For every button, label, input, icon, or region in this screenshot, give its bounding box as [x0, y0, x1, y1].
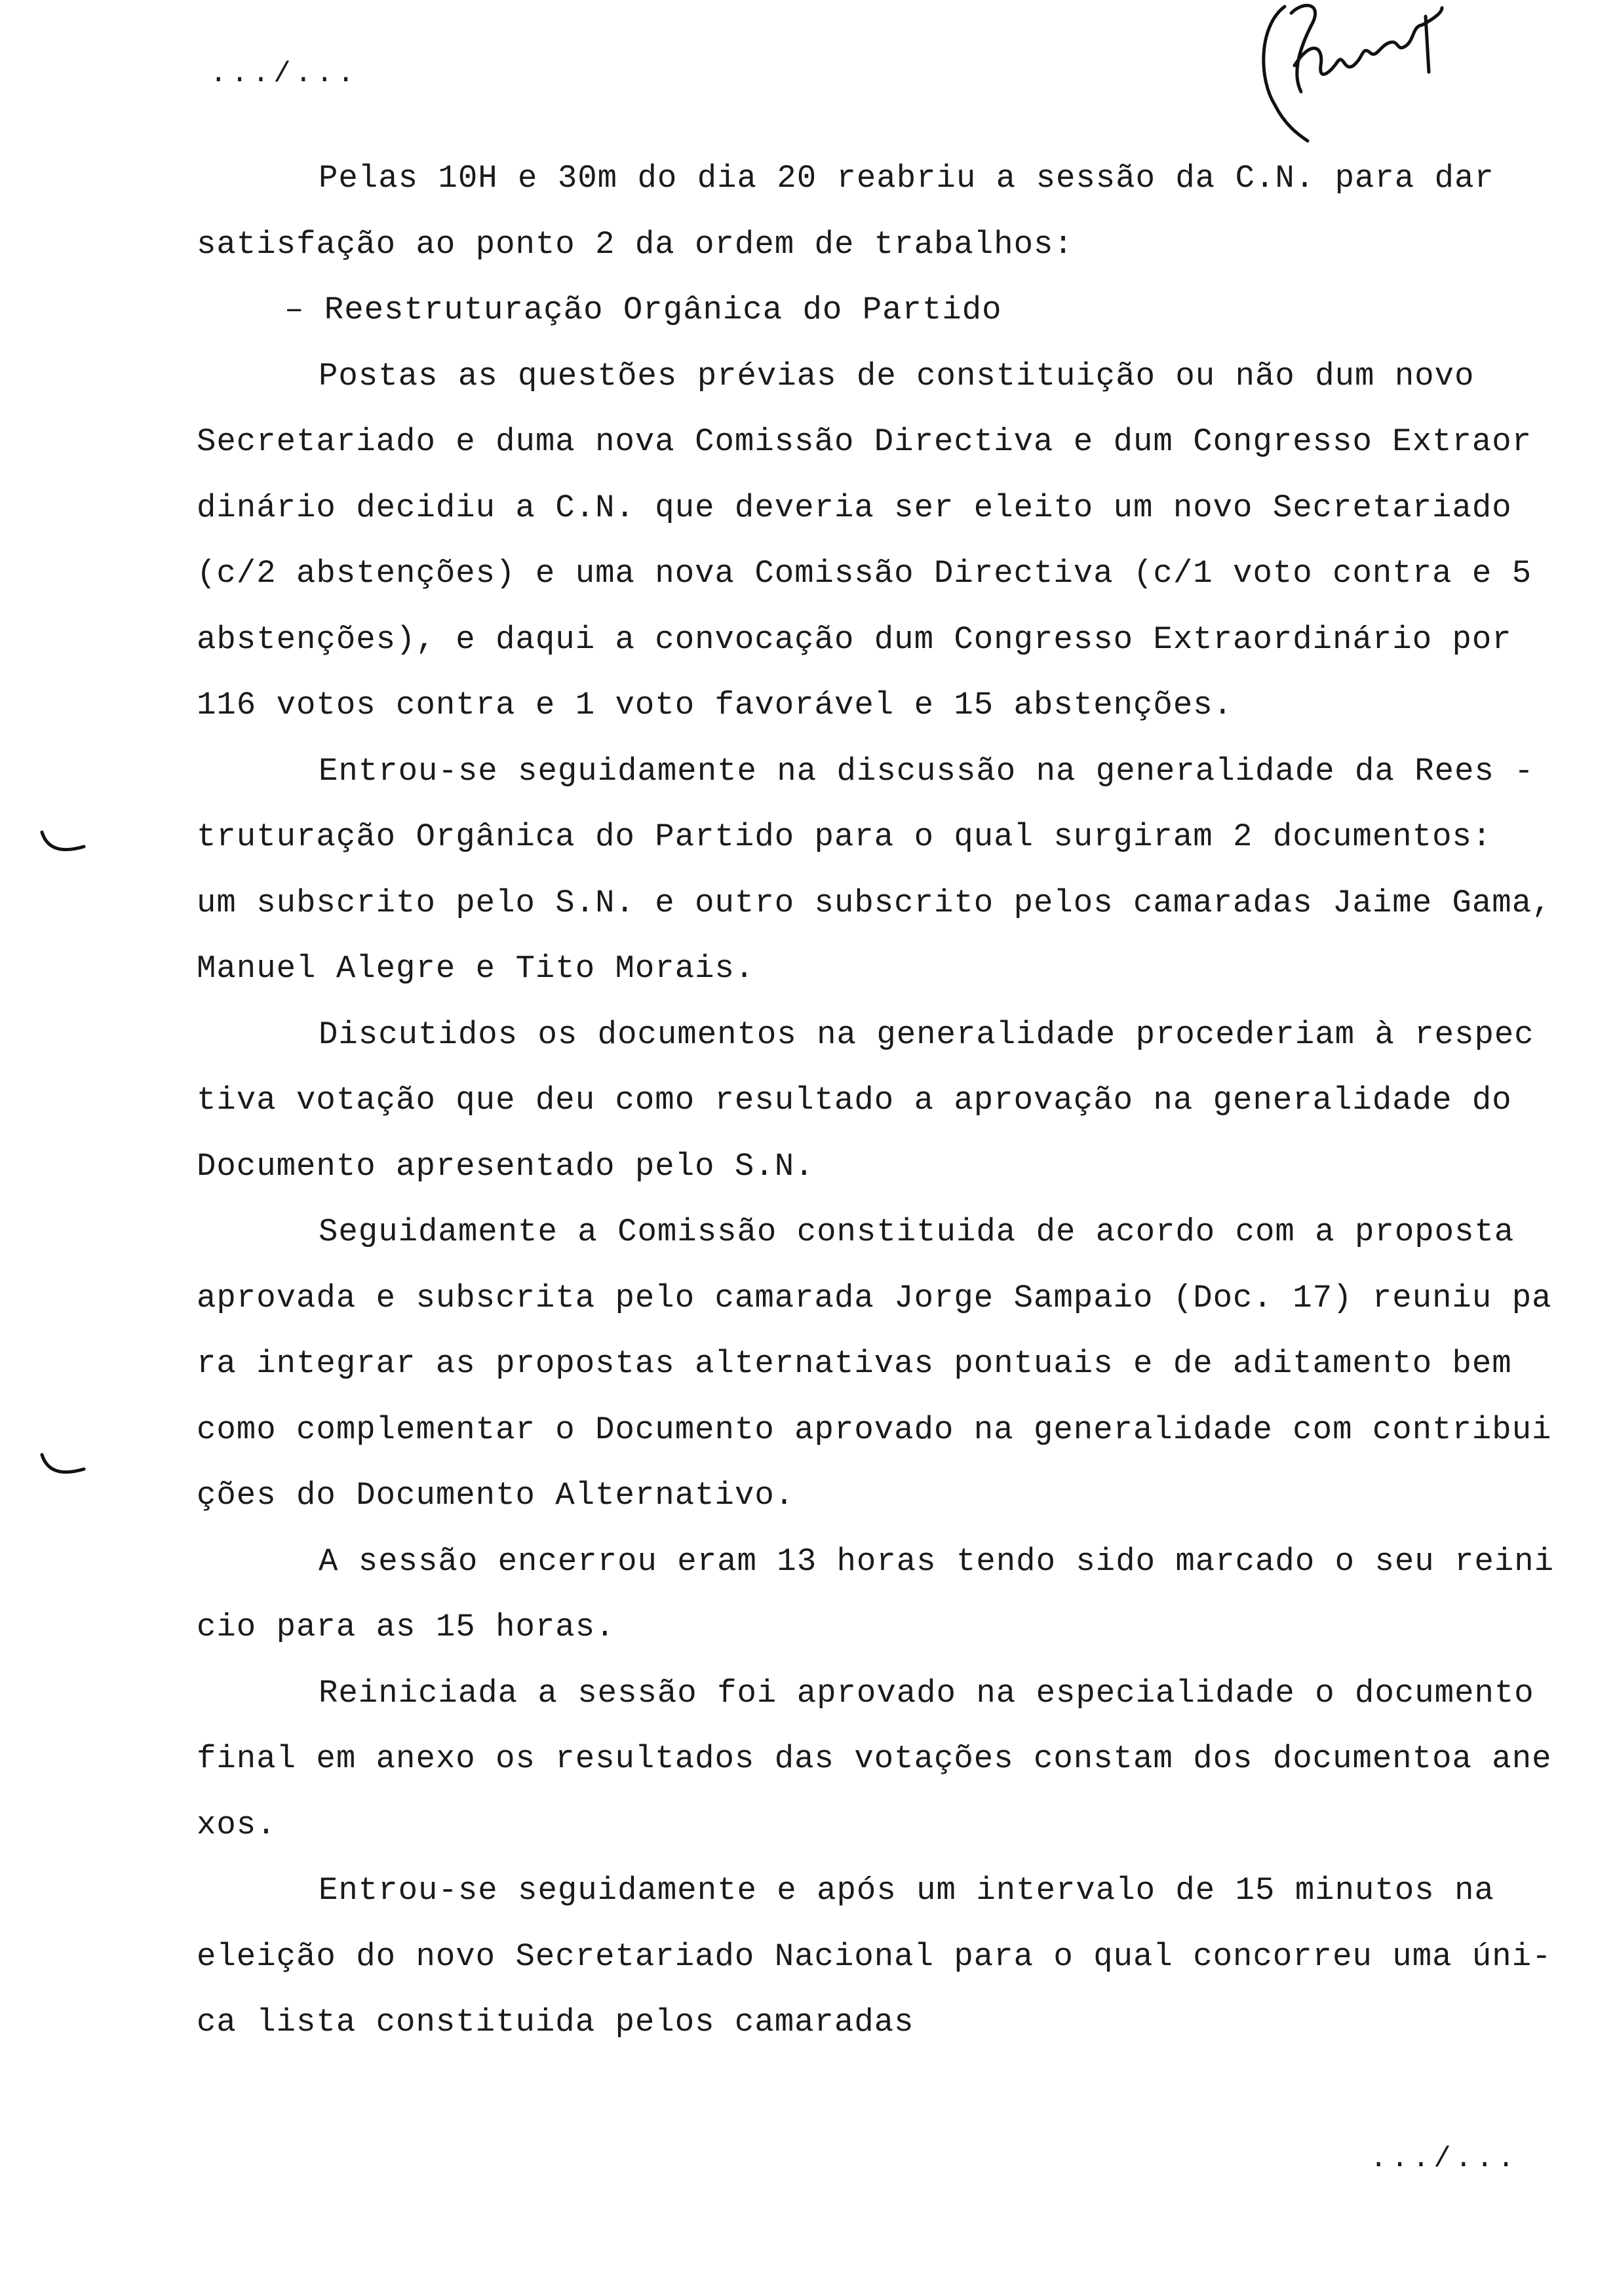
text-line: truturação Orgânica do Partido para o qual surgiram 2 documentos: — [197, 818, 1492, 855]
text-line: final em anexo os resultados das votações constam dos documentoa ane — [197, 1740, 1552, 1777]
margin-tick-mark — [38, 1449, 90, 1482]
text-line: Reiniciada a sessão foi aprovado na especialidade o documento — [319, 1674, 1534, 1712]
text-line: aprovada e subscrita pelo camarada Jorge Sampaio (Doc. 17) reuniu pa — [197, 1279, 1552, 1316]
continuation-mark-top: .../... — [210, 58, 359, 90]
text-line: satisfação ao ponto 2 da ordem de trabalhos: — [197, 225, 1074, 263]
text-line: Postas as questões prévias de constituição ou não dum novo — [319, 357, 1475, 394]
text-line: um subscrito pelo S.N. e outro subscrito pelos camaradas Jaime Gama, — [197, 884, 1552, 921]
text-line: Documento apresentado pelo S.N. — [197, 1147, 815, 1185]
text-line: Entrou-se seguidamente e após um intervalo de 15 minutos na — [319, 1872, 1494, 1909]
minutes-body — [197, 145, 1555, 2056]
continuation-mark-bottom: .../... — [1370, 2143, 1519, 2175]
text-line: ca lista constituida pelos camaradas — [197, 2004, 914, 2040]
text-line: eleição do novo Secretariado Nacional para o qual concorreu uma úni- — [197, 1938, 1552, 1975]
text-line: (c/2 abstenções) e uma nova Comissão Directiva (c/1 voto contra e 5 — [197, 555, 1532, 592]
handwritten-signature — [1245, 0, 1481, 151]
text-line: Discutidos os documentos na generalidade procederiam à respec — [319, 1016, 1534, 1053]
text-line: como complementar o Documento aprovado na generalidade com contribui — [197, 1411, 1552, 1448]
text-line: Seguidamente a Comissão constituida de acordo com a proposta — [319, 1214, 1515, 1250]
text-line: ra integrar as propostas alternativas pontuais e de aditamento bem — [197, 1345, 1512, 1382]
text-line: xos. — [197, 1806, 277, 1843]
text-line: Pelas 10H e 30m do dia 20 reabriu a sessão da C.N. para dar — [319, 160, 1494, 197]
text-line: Secretariado e duma nova Comissão Directiva e dum Congresso Extraor — [197, 423, 1532, 460]
text-line: Manuel Alegre e Tito Morais. — [197, 950, 755, 987]
text-line: Entrou-se seguidamente na discussão na generalidade da Rees - — [319, 752, 1534, 790]
text-line: – Reestruturação Orgânica do Partido — [284, 292, 1002, 328]
text-line: tiva votação que deu como resultado a aprovação na generalidade do — [197, 1082, 1512, 1119]
text-line: 116 votos contra e 1 voto favorável e 15 abstenções. — [197, 687, 1234, 723]
text-line: abstenções), e daqui a convocação dum Congresso Extraordinário por — [197, 621, 1512, 658]
text-line: ções do Documento Alternativo. — [197, 1477, 795, 1514]
margin-tick-mark — [38, 827, 90, 860]
text-line: cio para as 15 horas. — [197, 1609, 615, 1645]
text-line: A sessão encerrou eram 13 horas tendo sido marcado o seu reini — [319, 1542, 1555, 1580]
text-line: dinário decidiu a C.N. que deveria ser eleito um novo Secretariado — [197, 489, 1512, 526]
